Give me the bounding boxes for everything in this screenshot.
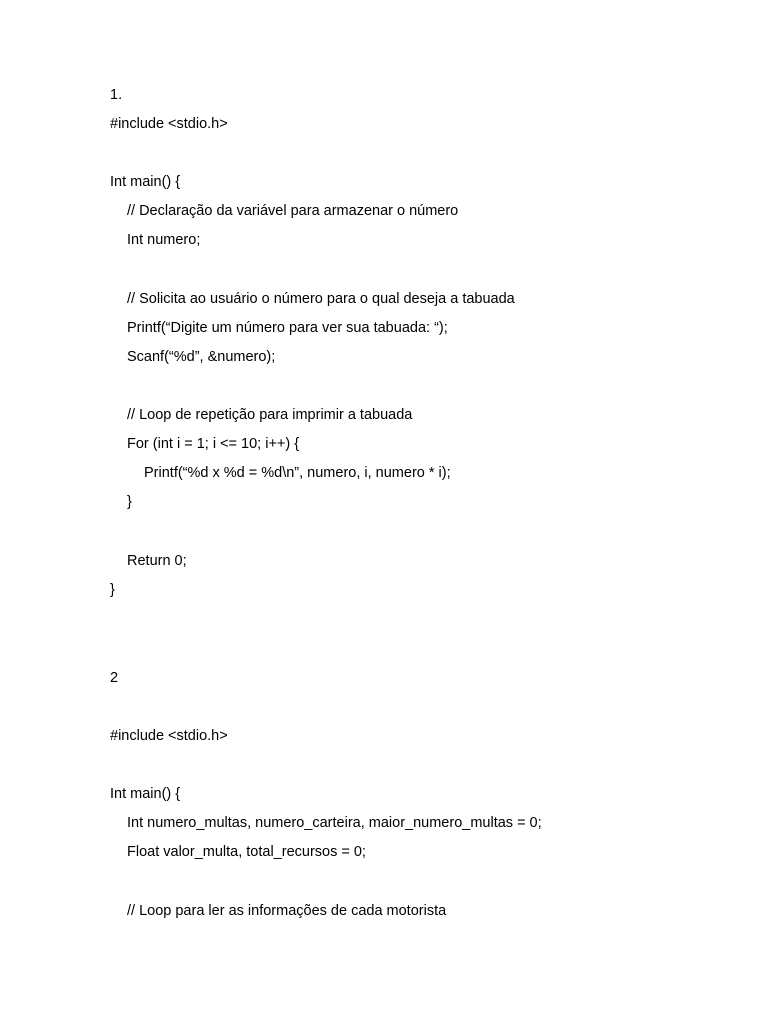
- section-number-1: 1.: [110, 87, 123, 103]
- code-comment: // Declaração da variável para armazenar o número: [127, 203, 459, 219]
- code-line: #include <stdio.h>: [110, 728, 228, 744]
- code-line: Return 0;: [127, 553, 187, 569]
- code-line: #include <stdio.h>: [110, 116, 228, 132]
- code-line: Int numero_multas, numero_carteira, maior_numero_multas = 0;: [127, 815, 542, 831]
- code-comment: // Solicita ao usuário o número para o qual deseja a tabuada: [127, 291, 515, 307]
- section-number-2: 2: [110, 670, 119, 686]
- code-line: }: [110, 582, 115, 598]
- code-line: Int main() {: [110, 174, 181, 190]
- code-line: }: [127, 494, 132, 510]
- code-line: Printf(“Digite um número para ver sua tabuada: “);: [127, 320, 448, 336]
- code-line: Scanf(“%d”, &numero);: [127, 349, 276, 365]
- code-line: Int numero;: [127, 232, 201, 248]
- code-comment: // Loop de repetição para imprimir a tabuada: [127, 407, 413, 423]
- code-line: For (int i = 1; i <= 10; i++) {: [127, 436, 300, 452]
- code-comment: // Loop para ler as informações de cada motorista: [127, 903, 447, 919]
- code-line: Float valor_multa, total_recursos = 0;: [127, 844, 366, 860]
- code-line: Int main() {: [110, 786, 181, 802]
- code-line: Printf(“%d x %d = %d\n”, numero, i, numero * i);: [144, 465, 451, 481]
